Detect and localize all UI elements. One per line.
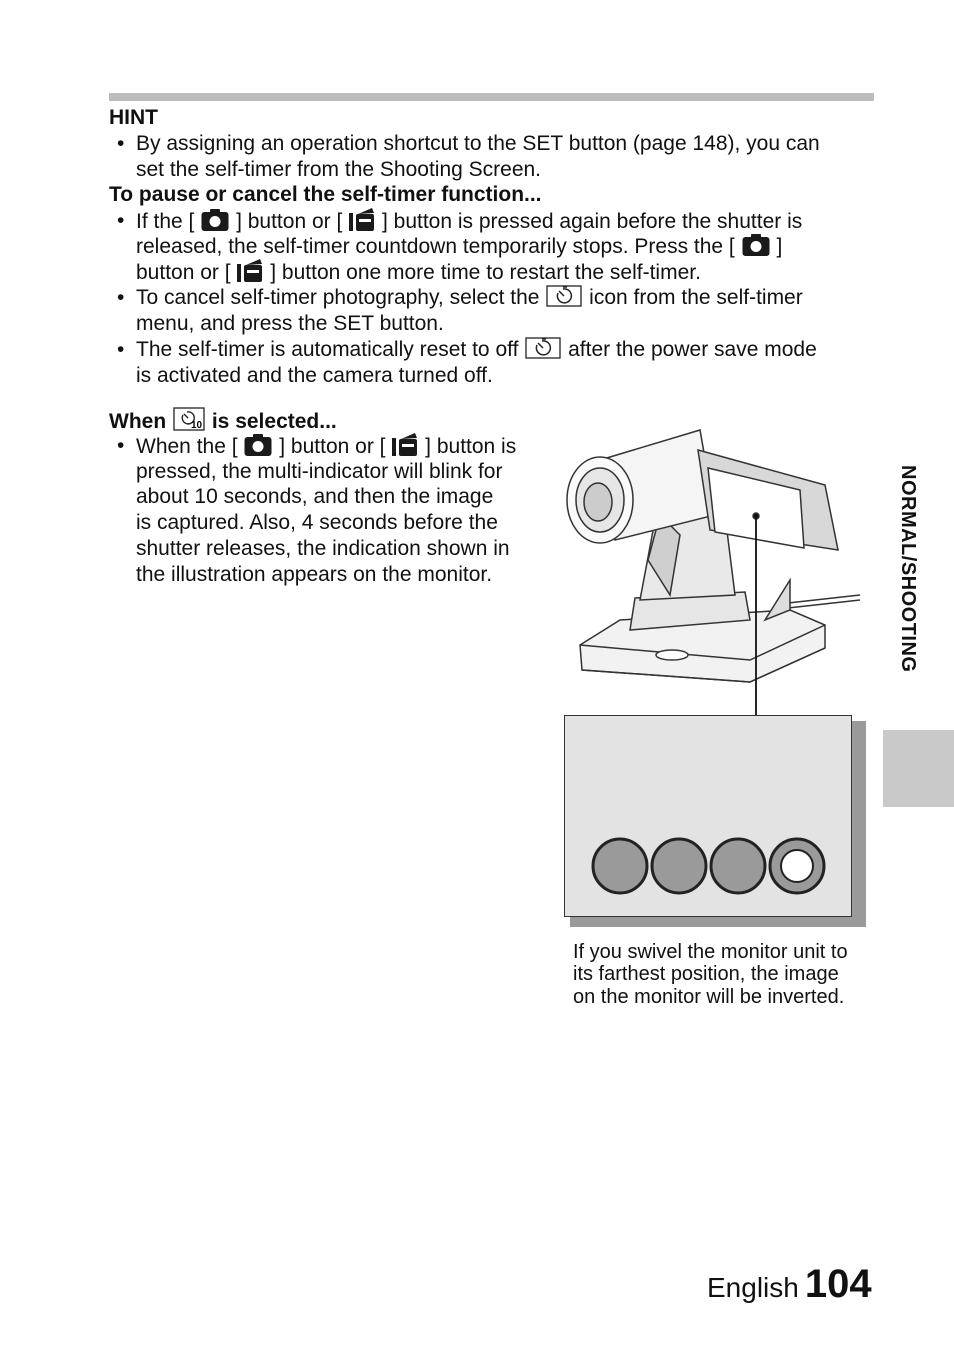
multi-indicator bbox=[564, 715, 854, 919]
page-number: 104 bbox=[804, 1262, 872, 1306]
camera-icon bbox=[742, 234, 770, 256]
video-camera-icon bbox=[237, 259, 263, 282]
illustration-caption: If you swivel the monitor unit to its farthest position, the image on the monitor will be inverted. bbox=[573, 941, 848, 1008]
camera-icon bbox=[244, 434, 272, 456]
top-rule bbox=[109, 93, 874, 101]
indicator-lamp bbox=[711, 839, 765, 893]
when-heading: When 10 is selected... bbox=[109, 407, 337, 434]
hint-line-1: By assigning an operation shortcut to the SET button (page 148), you can bbox=[136, 132, 820, 155]
self-timer-off-icon bbox=[546, 285, 582, 307]
hint-heading: HINT bbox=[109, 106, 158, 129]
svg-text:10: 10 bbox=[191, 420, 203, 431]
self-timer-off-icon bbox=[525, 337, 561, 359]
hint-line-2: set the self-timer from the Shooting Screen. bbox=[136, 157, 542, 181]
camera-on-dock-illustration bbox=[560, 420, 870, 720]
page-footer bbox=[707, 1262, 872, 1307]
video-camera-icon bbox=[392, 433, 418, 456]
section-tab-label: NORMAL/SHOOTING bbox=[897, 465, 919, 673]
camera-icon bbox=[201, 209, 229, 231]
self-timer-10-icon bbox=[173, 407, 205, 431]
video-camera-icon bbox=[349, 208, 375, 231]
section-tab-marker bbox=[883, 730, 954, 807]
pause-heading: To pause or cancel the self-timer function... bbox=[109, 183, 542, 206]
footer-language: English bbox=[707, 1272, 799, 1303]
indicator-lamp bbox=[593, 839, 647, 893]
indicator-lamp bbox=[652, 839, 706, 893]
